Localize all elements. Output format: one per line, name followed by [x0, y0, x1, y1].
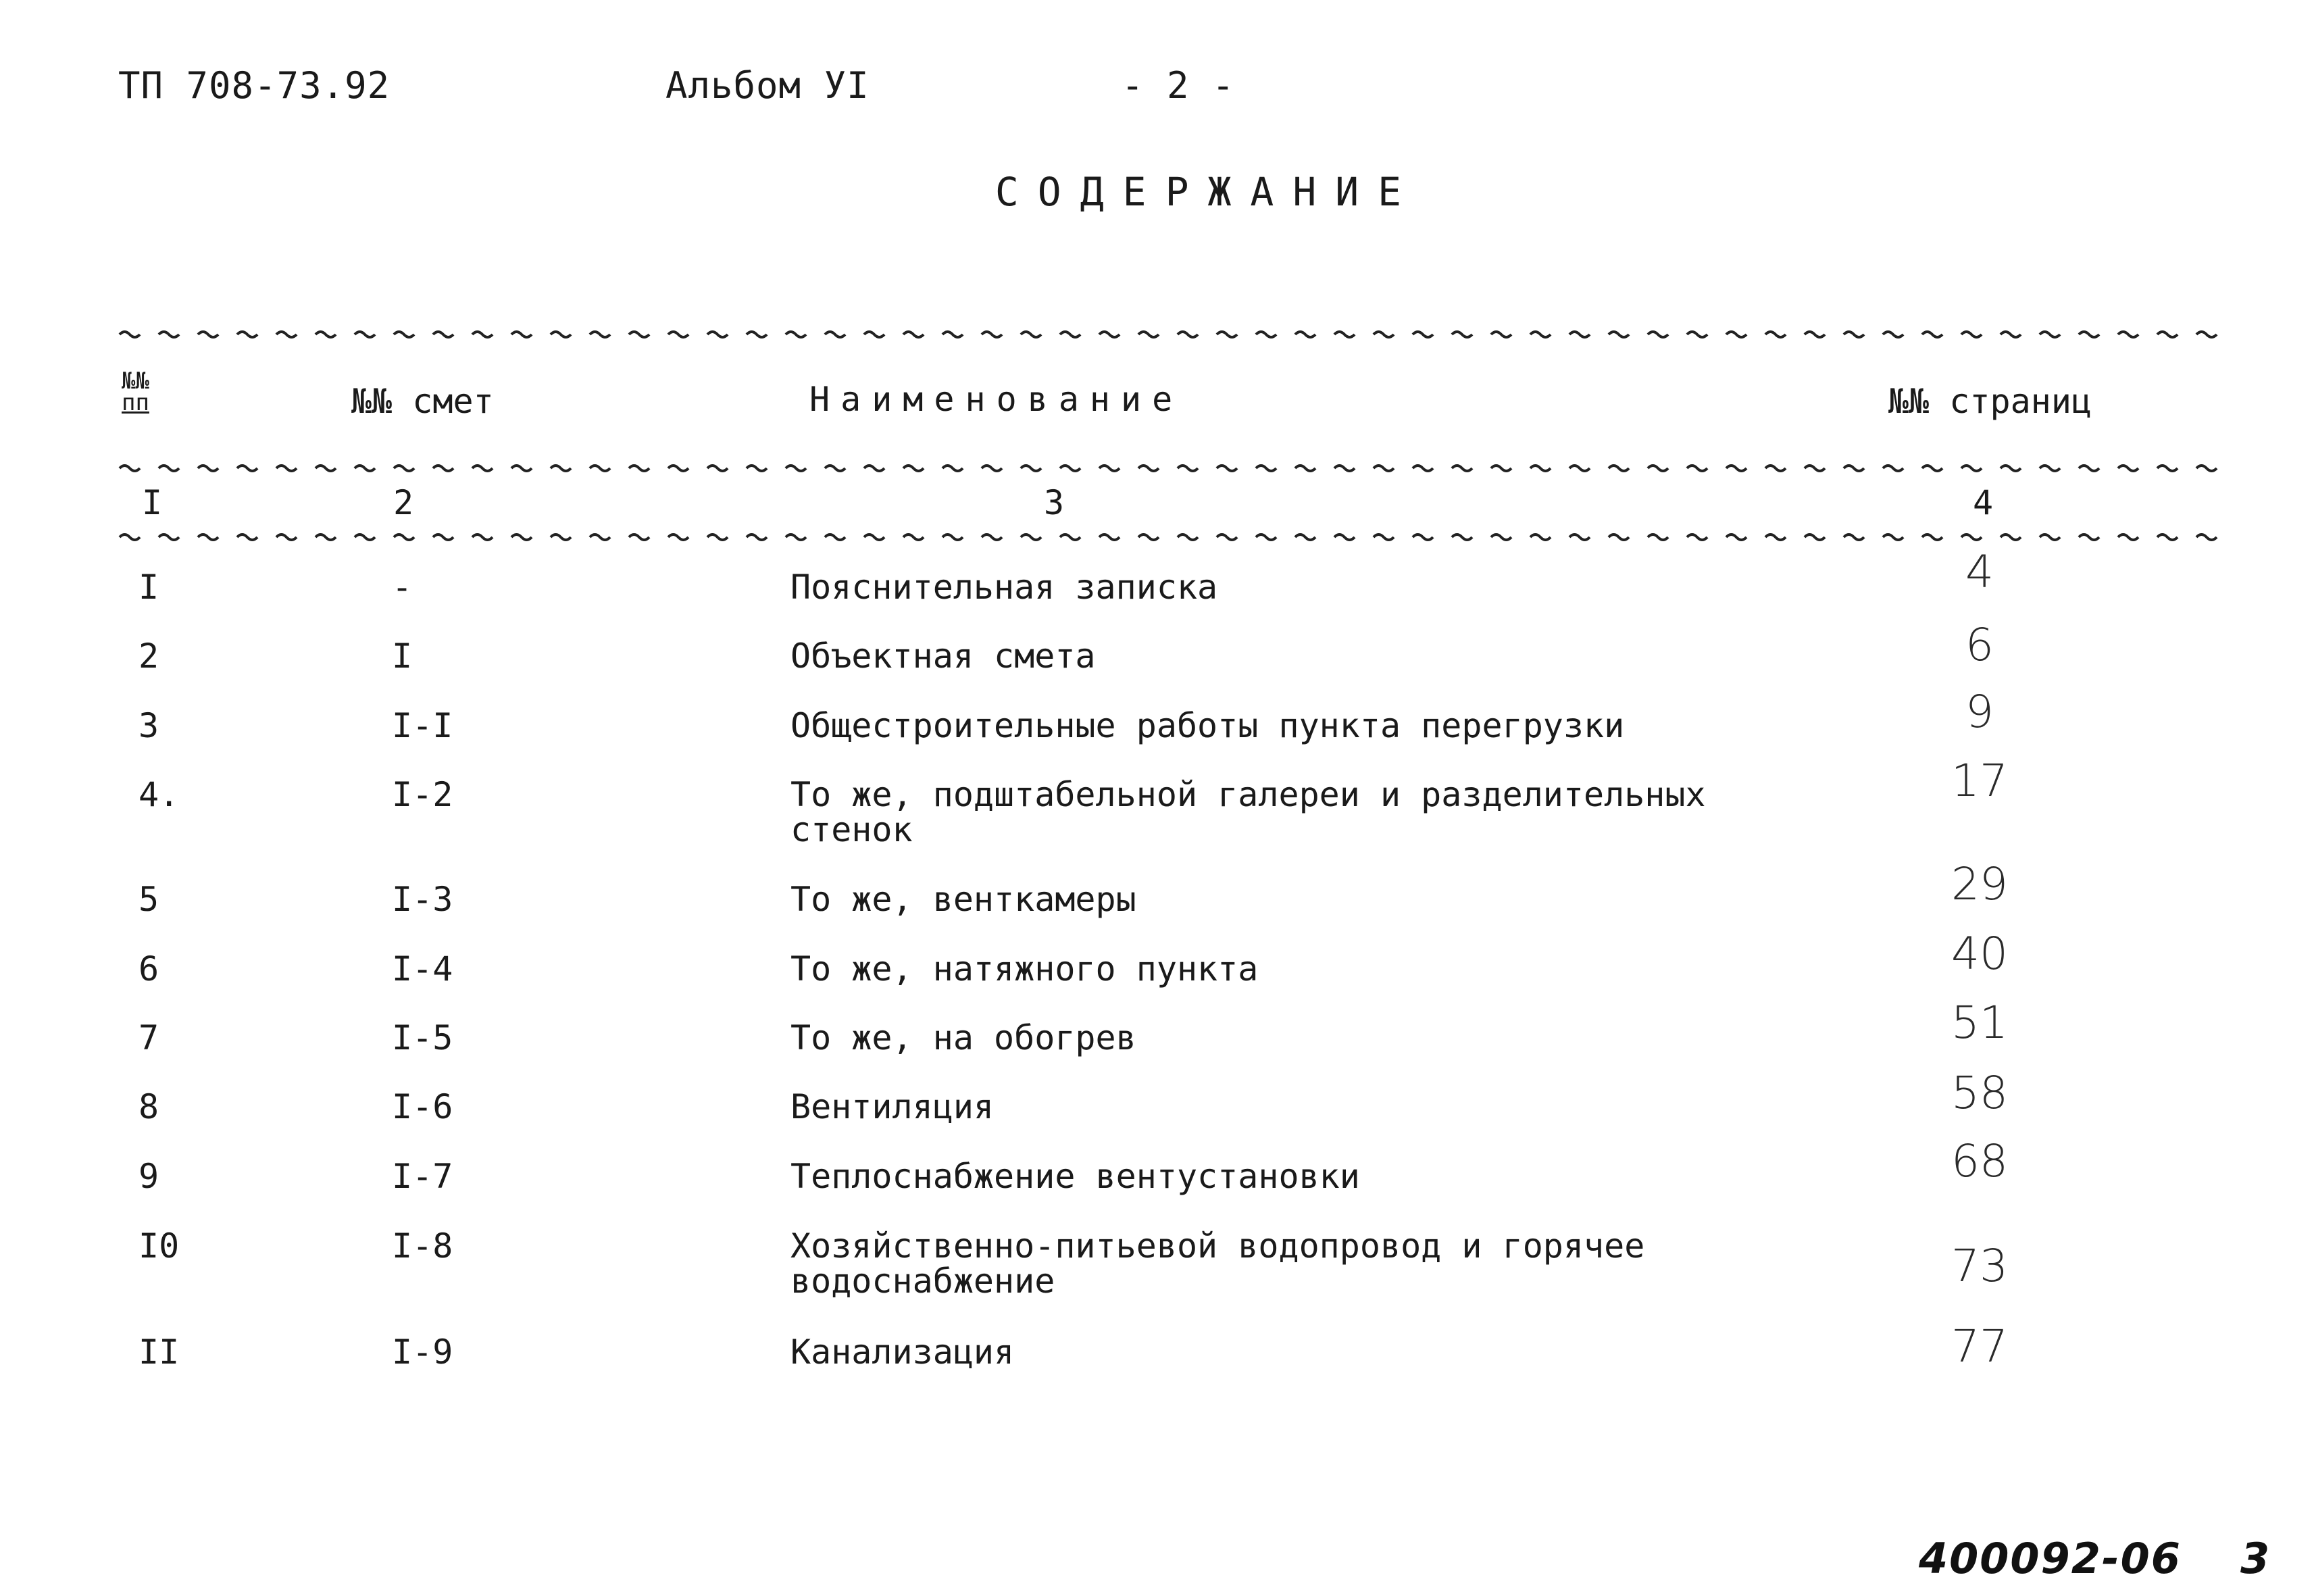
page-ref: 29	[1951, 858, 2008, 910]
item-name: Пояснительная записка	[790, 568, 1218, 607]
header-row-number-top: №№	[122, 368, 149, 395]
page-ref: 58	[1951, 1067, 2008, 1119]
page-ref: 40	[1951, 928, 2008, 980]
item-name: То же, на обогрев	[790, 1018, 1136, 1057]
row-number: 2	[139, 637, 159, 676]
column-numbers-rule	[118, 528, 2219, 543]
item-name: Объектная смета	[790, 637, 1096, 676]
column-number-3: 3	[1044, 483, 1065, 522]
header-bottom-rule	[118, 459, 2219, 474]
inventory-number: 400092-06	[1919, 1534, 2182, 1583]
page-title: СОДЕРЖАНИЕ	[995, 169, 1421, 215]
row-number: 5	[139, 880, 159, 919]
album-label: Альбом УI	[665, 64, 870, 107]
column-number-4: 4	[1973, 483, 1994, 522]
estimate-number: I-3	[392, 880, 453, 919]
item-name: То же, венткамеры	[790, 880, 1136, 919]
item-name: Хозяйственно-питьевой водопровод и горячее водоснабжение	[790, 1226, 1645, 1301]
inventory-stamp	[1919, 1534, 2271, 1583]
page-ref: 17	[1951, 755, 2008, 807]
item-name: Вентиляция	[790, 1087, 995, 1126]
estimate-number: I-5	[392, 1018, 453, 1057]
header-name: Наименование	[809, 380, 1184, 419]
item-name: То же, подштабельной галереи и разделительных стенок	[790, 775, 1706, 849]
item-name: Канализация	[790, 1332, 1015, 1372]
item-name: Теплоснабжение вентустановки	[790, 1157, 1360, 1196]
page-ref: 51	[1951, 997, 2008, 1049]
page-ref: 4	[1965, 546, 1994, 598]
page-ref: 68	[1951, 1135, 2008, 1187]
estimate-number: I-I	[392, 706, 453, 745]
row-number: I0	[139, 1226, 180, 1266]
row-number: II	[139, 1332, 180, 1372]
estimate-number: I-7	[392, 1157, 453, 1196]
document-code: ТП 708-73.92	[118, 64, 391, 107]
header-page-numbers: №№ страниц	[1888, 382, 2092, 421]
item-name: Общестроительные работы пункта перегрузки	[790, 706, 1625, 745]
row-number: 4.	[139, 775, 180, 814]
estimate-number: -	[392, 568, 413, 607]
estimate-number: I-8	[392, 1226, 453, 1266]
row-number: 9	[139, 1157, 159, 1196]
sheet-number: 3	[2240, 1534, 2271, 1583]
estimate-number: I-9	[392, 1332, 453, 1372]
estimate-number: I	[392, 637, 413, 676]
page-number: - 2 -	[1122, 64, 1235, 107]
item-name: То же, натяжного пункта	[790, 949, 1259, 989]
estimate-number: I-4	[392, 949, 453, 989]
page-ref: 9	[1965, 686, 1994, 738]
row-number: I	[139, 568, 159, 607]
table-top-rule	[118, 326, 2219, 341]
header-row-number-bottom: пп	[122, 389, 149, 416]
page-ref: 73	[1951, 1240, 2008, 1292]
page-ref: 6	[1965, 619, 1994, 671]
header-estimate-number: №№ смет	[351, 382, 494, 421]
page-ref: 77	[1951, 1320, 2008, 1372]
row-number: 3	[139, 706, 159, 745]
row-number: 6	[139, 949, 159, 989]
estimate-number: I-2	[392, 775, 453, 814]
row-number: 8	[139, 1087, 159, 1126]
estimate-number: I-6	[392, 1087, 453, 1126]
column-number-2: 2	[393, 483, 414, 522]
row-number: 7	[139, 1018, 159, 1057]
column-number-1: I	[142, 483, 163, 522]
header-row-number	[122, 370, 149, 414]
